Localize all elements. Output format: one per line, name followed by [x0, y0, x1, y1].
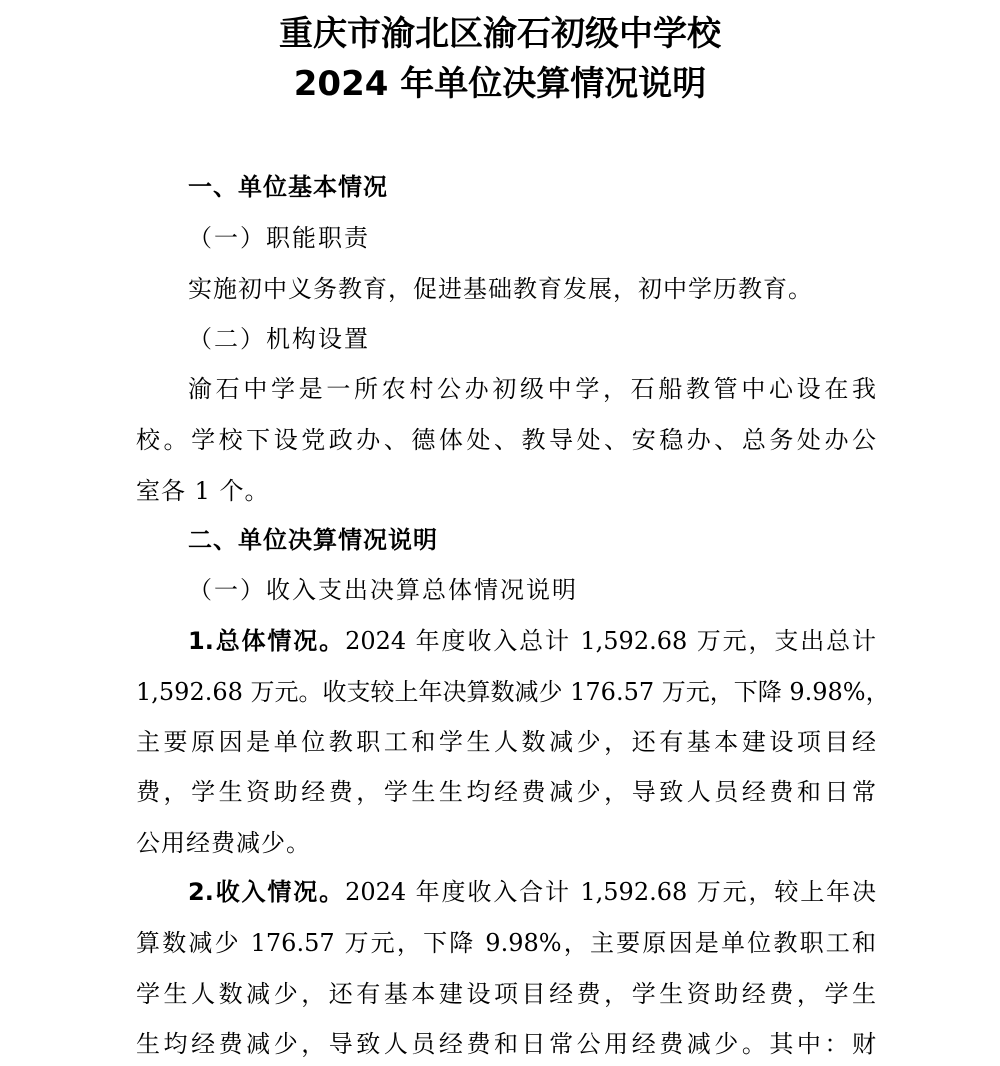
paragraph-line: 主要原因是单位教职工和学生人数减少，还有基本建设项目经: [136, 728, 876, 756]
paragraph-line: 室各 1 个。: [136, 477, 270, 505]
paragraph-line: 渝石中学是一所农村公办初级中学，石船教管中心设在我: [188, 375, 876, 403]
paragraph-text: 2024 年度收入总计 1,592.68 万元，支出总计: [345, 627, 876, 655]
document-title: 重庆市渝北区渝石初级中学校: [279, 14, 721, 54]
paragraph-line: 生均经费减少，导致人员经费和日常公用经费减少。其中：财: [136, 1030, 876, 1058]
paragraph-line: 校。学校下设党政办、德体处、教导处、安稳办、总务处办公: [136, 426, 876, 454]
document-subtitle: 2024 年单位决算情况说明: [293, 64, 707, 104]
paragraph-line: 实施初中义务教育，促进基础教育发展，初中学历教育。: [188, 275, 813, 303]
section-heading-final-accounts: 二、单位决算情况说明: [188, 526, 438, 554]
subsection-heading-functions: （一）职能职责: [188, 224, 370, 252]
paragraph-lead-income: 2.收入情况。: [188, 878, 346, 906]
paragraph-line: 费，学生资助经费，学生生均经费减少，导致人员经费和日常: [136, 778, 876, 806]
paragraph-line: 算数减少 176.57 万元，下降 9.98%，主要原因是单位教职工和: [136, 929, 876, 957]
paragraph-text: 2024 年度收入合计 1,592.68 万元，较上年决: [345, 878, 876, 906]
subsection-heading-structure: （二）机构设置: [188, 325, 370, 353]
paragraph-lead-overall: 1.总体情况。: [188, 627, 346, 655]
paragraph-line: 1,592.68 万元。收支较上年决算数减少 176.57 万元，下降 9.98%，: [136, 678, 890, 706]
paragraph-line: [188, 876, 876, 908]
paragraph-line: [188, 625, 876, 657]
subsection-heading-income-expense: （一）收入支出决算总体情况说明: [188, 576, 578, 604]
paragraph-line: 学生人数减少，还有基本建设项目经费，学生资助经费，学生: [136, 980, 876, 1008]
paragraph-line: 公用经费减少。: [136, 829, 311, 857]
section-heading-basic-info: 一、单位基本情况: [188, 173, 388, 201]
